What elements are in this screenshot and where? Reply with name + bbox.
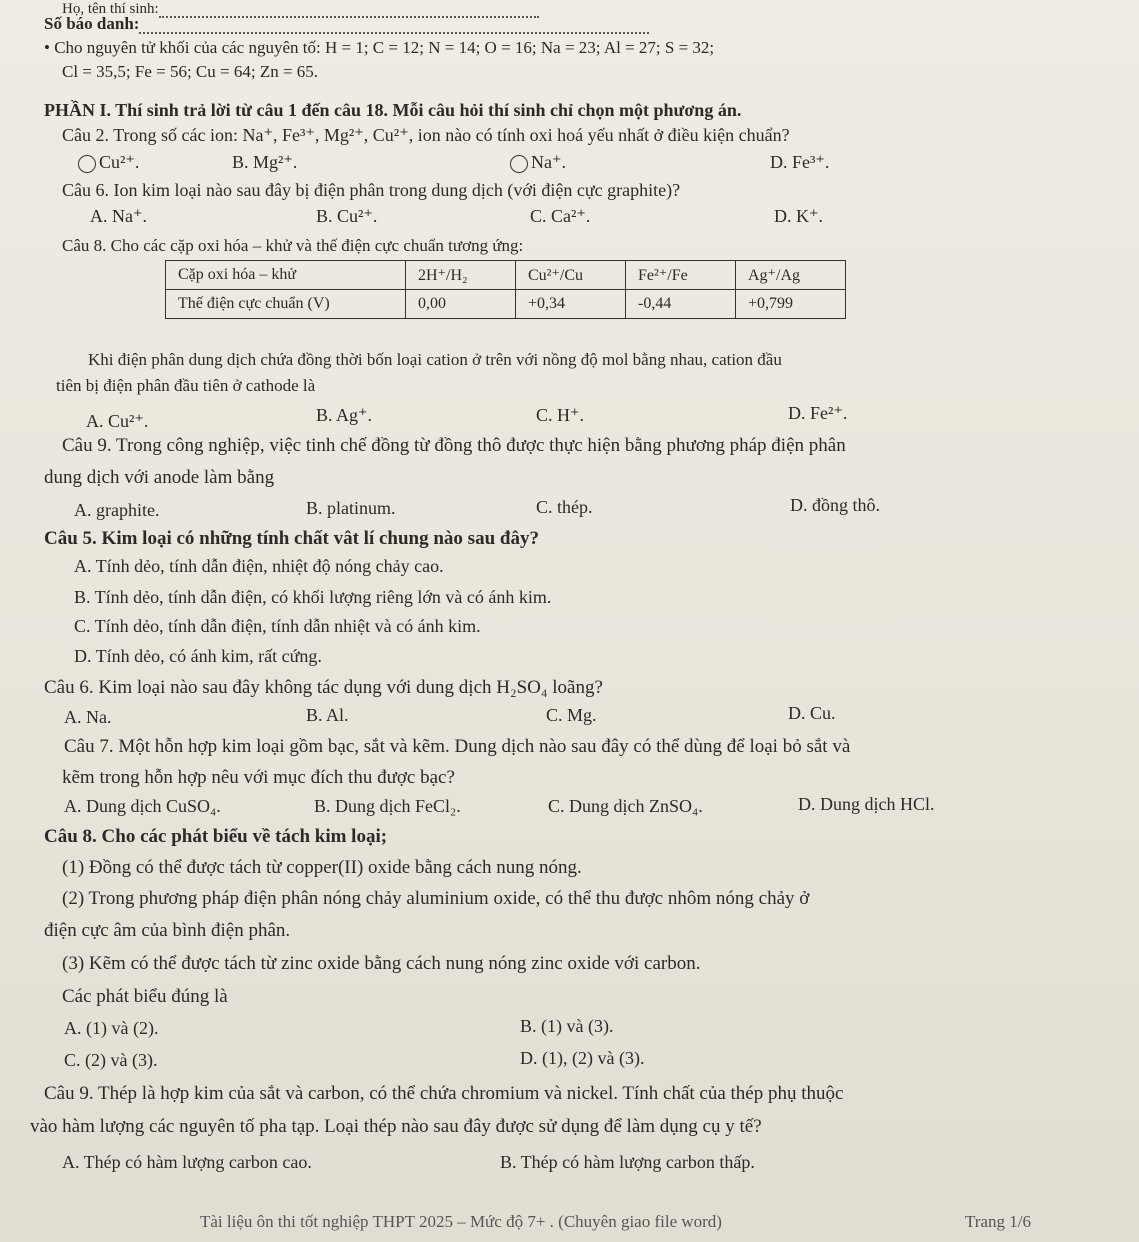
q8a-option-d[interactable]: D. Fe²⁺. <box>788 403 848 423</box>
table-cell: -0,44 <box>626 290 736 319</box>
q5-option-d[interactable]: D. Tính dẻo, có ánh kim, rất cứng. <box>74 646 322 666</box>
q2-option-b[interactable]: B. Mg²⁺. <box>232 152 298 172</box>
q5-option-c[interactable]: C. Tính dẻo, tính dẫn điện, tính dẫn nhiệt và có ánh kim. <box>74 616 481 636</box>
part-1-title: PHẦN I. Thí sinh trả lời từ câu 1 đến câu 18. Mỗi câu hỏi thí sinh chỉ chọn một phương án. <box>44 100 742 120</box>
id-field <box>44 14 649 34</box>
q6a-option-c[interactable]: C. Ca²⁺. <box>530 206 591 226</box>
q9b-line-2: vào hàm lượng các nguyên tố pha tạp. Loại thép nào sau đây được sử dụng để làm dụng cụ y tế? <box>30 1116 762 1137</box>
q9b-option-b[interactable]: B. Thép có hàm lượng carbon thấp. <box>500 1152 755 1172</box>
q8b-ask: Các phát biểu đúng là <box>62 986 228 1007</box>
q6b-option-a[interactable]: A. Na. <box>64 707 112 727</box>
q2-option-c[interactable]: Na⁺. <box>510 152 566 173</box>
q8b-statement-1: (1) Đồng có thể được tách từ copper(II) oxide bằng cách nung nóng. <box>62 857 582 878</box>
q7-option-c[interactable]: C. Dung dịch ZnSO₄. <box>548 796 703 816</box>
q8b-statement-3: (3) Kẽm có thể được tách từ zinc oxide bằng cách nung nóng zinc oxide với carbon. <box>62 953 701 974</box>
q8a-option-c[interactable]: C. H⁺. <box>536 405 585 425</box>
q8b-statement-2a: (2) Trong phương pháp điện phân nóng chảy aluminium oxide, có thể thu được nhôm nóng chảy ở <box>62 888 810 909</box>
q8b-option-c[interactable]: C. (2) và (3). <box>64 1050 158 1070</box>
q8a-line-2: Khi điện phân dung dịch chứa đồng thời bốn loại cation ở trên với nồng độ mol bằng nhau, cation đầu <box>88 350 782 369</box>
q2-stem: Câu 2. Trong số các ion: Na⁺, Fe³⁺, Mg²⁺, Cu²⁺, ion nào có tính oxi hoá yếu nhất ở điều kiện chuẩn? <box>62 125 790 145</box>
bullet: • <box>44 38 55 57</box>
table-cell: Fe²⁺/Fe <box>626 261 736 290</box>
q6a-option-b[interactable]: B. Cu²⁺. <box>316 206 378 226</box>
q8a-option-a[interactable]: A. Cu²⁺. <box>86 411 149 431</box>
q6b-option-c[interactable]: C. Mg. <box>546 705 597 725</box>
table-cell: Cặp oxi hóa – khử <box>166 261 406 290</box>
table-cell: 2H⁺/H₂ <box>406 261 516 290</box>
atomic-masses-line-1: • Cho nguyên tử khối của các nguyên tố: H = 1; C = 12; N = 14; O = 16; Na = 23; Al = 27; S = 32; <box>44 38 715 57</box>
q6b-option-b[interactable]: B. Al. <box>306 705 349 725</box>
q9a-option-b[interactable]: B. platinum. <box>306 498 396 518</box>
q5-stem: Câu 5. Kim loại có những tính chất vât lí chung nào sau đây? <box>44 528 539 549</box>
atomic-masses-line-2: Cl = 35,5; Fe = 56; Cu = 64; Zn = 65. <box>62 62 319 81</box>
q8a-option-b[interactable]: B. Ag⁺. <box>316 405 373 425</box>
q9a-line-1: Câu 9. Trong công nghiệp, việc tinh chế đồng từ đồng thô được thực hiện bằng phương pháp điện phân <box>62 435 846 456</box>
id-blank <box>139 18 649 34</box>
page-number: Trang 1/6 <box>965 1212 1031 1231</box>
q8b-stem: Câu 8. Cho các phát biểu về tách kim loại; <box>44 826 388 847</box>
table-cell: Thế điện cực chuẩn (V) <box>166 290 406 319</box>
q8b-option-d[interactable]: D. (1), (2) và (3). <box>520 1048 645 1068</box>
q2-option-d[interactable]: D. Fe³⁺. <box>770 152 830 172</box>
q7-line-1: Câu 7. Một hỗn hợp kim loại gồm bạc, sắt và kẽm. Dung dịch nào sau đây có thể dùng để loại bỏ sắt và <box>64 736 851 757</box>
name-label: Họ, tên thí sinh: <box>62 1 159 17</box>
q9a-option-c[interactable]: C. thép. <box>536 497 593 517</box>
q5-option-a[interactable]: A. Tính dẻo, tính dẫn điện, nhiệt độ nóng chảy cao. <box>74 556 444 576</box>
q2-option-a[interactable]: Cu²⁺. <box>78 152 139 173</box>
table-cell: Ag⁺/Ag <box>736 261 846 290</box>
q7-option-b[interactable]: B. Dung dịch FeCl₂. <box>314 796 461 816</box>
q7-option-a[interactable]: A. Dung dịch CuSO₄. <box>64 796 221 816</box>
q8a-stem: Câu 8. Cho các cặp oxi hóa – khử và thế điện cực chuẩn tương ứng: <box>62 236 524 255</box>
q8a-line-3: tiên bị điện phân đầu tiên ở cathode là <box>56 376 316 395</box>
footer-text: Tài liệu ôn thi tốt nghiệp THPT 2025 – Mức độ 7+ . (Chuyên giao file word) <box>200 1212 722 1231</box>
q9a-option-a[interactable]: A. graphite. <box>74 500 160 520</box>
id-label: Số báo danh: <box>44 14 140 33</box>
q7-option-d[interactable]: D. Dung dịch HCl. <box>798 794 935 814</box>
answer-mark-icon <box>78 155 96 173</box>
q8b-option-a[interactable]: A. (1) và (2). <box>64 1018 159 1038</box>
table-cell: Cu²⁺/Cu <box>516 261 626 290</box>
table-row <box>166 290 846 319</box>
table-cell: +0,799 <box>736 290 846 319</box>
q9a-option-d[interactable]: D. đồng thô. <box>790 495 880 515</box>
q7-line-2: kẽm trong hỗn hợp nêu với mục đích thu được bạc? <box>62 767 455 788</box>
q8b-option-b[interactable]: B. (1) và (3). <box>520 1016 614 1036</box>
q9b-line-1: Câu 9. Thép là hợp kim của sắt và carbon, có thể chứa chromium và nickel. Tính chất của thép phụ thuộc <box>44 1083 844 1104</box>
q6a-stem: Câu 6. Ion kim loại nào sau đây bị điện phân trong dung dịch (với điện cực graphite)? <box>62 180 681 200</box>
q6a-option-a[interactable]: A. Na⁺. <box>90 206 147 226</box>
q6b-option-d[interactable]: D. Cu. <box>788 703 836 723</box>
table-row <box>166 261 846 290</box>
answer-mark-icon <box>510 155 528 173</box>
table-cell: +0,34 <box>516 290 626 319</box>
q8b-statement-2b: điện cực âm của bình điện phân. <box>44 920 291 941</box>
electrode-potential-table <box>165 260 846 319</box>
table-cell: 0,00 <box>406 290 516 319</box>
q6a-option-d[interactable]: D. K⁺. <box>774 206 823 226</box>
q6b-stem: Câu 6. Kim loại nào sau đây không tác dụng với dung dịch H₂SO₄ loãng? <box>44 677 603 698</box>
q9a-line-2: dung dịch với anode làm bằng <box>44 467 275 488</box>
q5-option-b[interactable]: B. Tính dẻo, tính dẫn điện, có khối lượng riêng lớn và có ánh kim. <box>74 587 552 607</box>
q9b-option-a[interactable]: A. Thép có hàm lượng carbon cao. <box>62 1152 312 1172</box>
